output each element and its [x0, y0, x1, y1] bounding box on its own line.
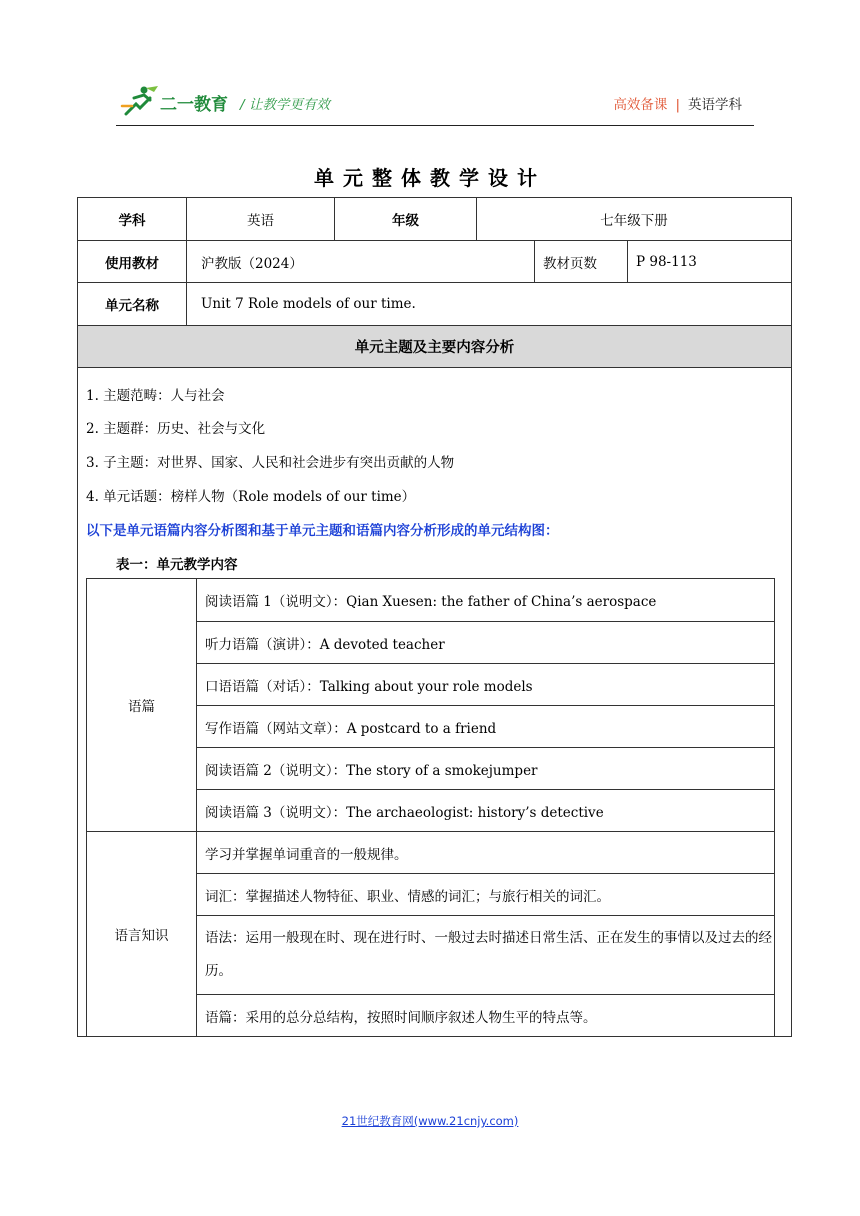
grade-label: 年级 — [335, 198, 477, 241]
theme-point: 3. 子主题：对世界、国家、人民和社会进步有突出贡献的人物 — [86, 455, 455, 471]
text-item: 写作语篇（网站文章）：A postcard to a friend — [197, 706, 775, 748]
section-content — [78, 368, 792, 1037]
runner-logo-icon — [120, 84, 160, 118]
unit-label: 单元名称 — [78, 283, 187, 326]
footer-link[interactable]: 21世纪教育网(www.21cnjy.com) — [341, 1114, 519, 1128]
text-item: 口语语篇（对话）：Talking about your role models — [197, 664, 775, 706]
text-item: 阅读语篇 1（说明文）：Qian Xuesen: the father of China’s aerospace — [197, 579, 775, 622]
design-table — [77, 197, 792, 1037]
teaching-content-table — [86, 578, 775, 1037]
text-item: 阅读语篇 2（说明文）：The story of a smokejumper — [197, 748, 775, 790]
language-category: 语言知识 — [87, 832, 197, 1037]
language-item: 语篇：采用的总分总结构，按照时间顺序叙述人物生平的特点等。 — [197, 995, 775, 1037]
subject-label: 学科 — [78, 198, 187, 241]
section-title: 单元主题及主要内容分析 — [78, 326, 792, 368]
document-title: 单元整体教学设计 — [314, 166, 546, 190]
header-divider — [116, 125, 754, 126]
theme-point: 1. 主题范畴：人与社会 — [86, 388, 225, 404]
pages-label: 教材页数 — [535, 241, 628, 283]
texts-category: 语篇 — [87, 579, 197, 832]
header-right — [613, 93, 742, 113]
grade-value: 七年级下册 — [477, 198, 792, 241]
page-header — [116, 84, 754, 126]
text-item: 阅读语篇 3（说明文）：The archaeologist: history’s detective — [197, 790, 775, 832]
header-label-efficient: 高效备课 — [613, 97, 668, 113]
language-item: 语法：运用一般现在时、现在进行时、一般过去时描述日常生活、正在发生的事情以及过去的经历。 — [197, 916, 775, 995]
header-separator: | — [675, 97, 680, 113]
language-item: 词汇：掌握描述人物特征、职业、情感的词汇；与旅行相关的词汇。 — [197, 874, 775, 916]
table-caption: 表一：单元教学内容 — [116, 557, 238, 573]
textbook-label: 使用教材 — [78, 241, 187, 283]
header-label-subject: 英语学科 — [688, 97, 742, 113]
theme-point: 2. 主题群：历史、社会与文化 — [86, 421, 266, 437]
textbook-value: 沪教版（2024） — [187, 241, 535, 283]
text-item: 听力语篇（演讲）：A devoted teacher — [197, 622, 775, 664]
unit-value: Unit 7 Role models of our time. — [187, 283, 792, 326]
logo-text: 二一教育 — [160, 95, 228, 115]
language-item: 学习并掌握单词重音的一般规律。 — [197, 832, 775, 874]
logo — [120, 84, 230, 118]
subject-value: 英语 — [187, 198, 335, 241]
slogan: / 让教学更有效 — [240, 97, 330, 113]
pages-value: P 98-113 — [628, 241, 792, 283]
theme-point: 4. 单元话题：榜样人物（Role models of our time） — [86, 489, 416, 505]
highlight-note: 以下是单元语篇内容分析图和基于单元主题和语篇内容分析形成的单元结构图： — [86, 523, 559, 539]
